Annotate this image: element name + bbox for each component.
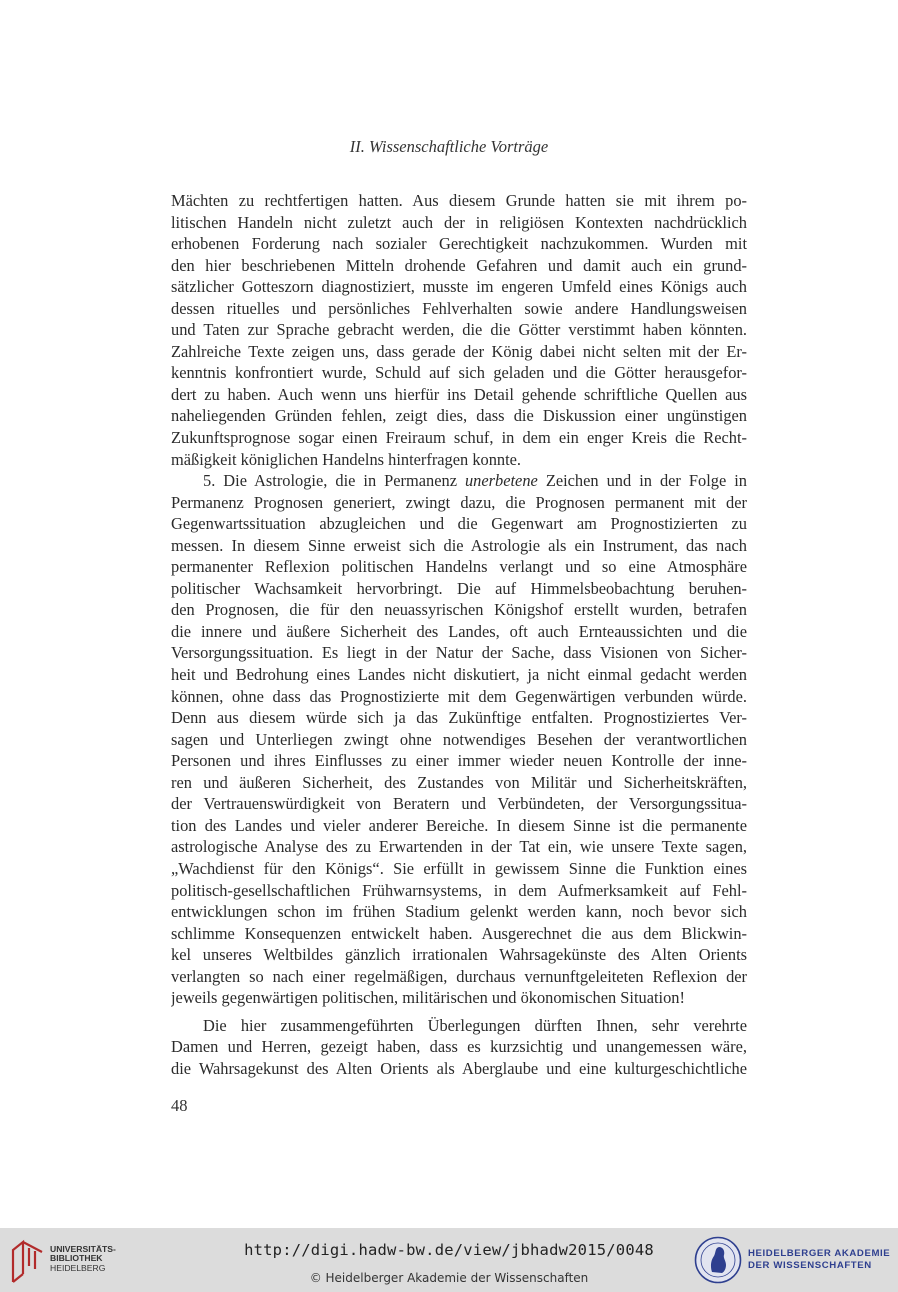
wordmark-line: BIBLIOTHEK xyxy=(50,1253,103,1264)
text-line: Zukunftsprognose sogar einen Freiraum schuf, in dem ein enger Kreis die Recht- xyxy=(171,428,747,448)
text-line: und Taten zur Sprache gebracht werden, die die Götter verstimmt haben könnten. xyxy=(171,320,747,340)
page-number: 48 xyxy=(171,1096,188,1115)
text-line xyxy=(171,470,747,492)
text-segment: 5. Die Astrologie, die in Permanenz xyxy=(203,471,465,491)
wordmark-line: UNIVERSITÄTS- xyxy=(50,1244,116,1254)
text-line: Zahlreiche Texte zeigen uns, dass gerade der König dabei nicht selten mit der Er- xyxy=(171,341,747,361)
copyright-notice: © Heidelberger Akademie der Wissenschaften xyxy=(309,1271,589,1285)
text-line: Denn aus diesem würde sich ja das Zukünftige entfalten. Prognostiziertes Ver- xyxy=(171,708,747,728)
text-line: kenntnis konfrontiert wurde, Schuld auf sich geladen und die Götter herausgefor- xyxy=(171,363,747,383)
text-line: dessen rituelles und persönliches Fehlverhalten sowie andere Handlungsweisen xyxy=(171,298,747,318)
text-line: litischen Handeln nicht zuletzt auch der in religiösen Kontexten nachdrücklich xyxy=(171,212,747,232)
text-line: politisch-gesellschaftlichen Frühwarnsystems, in dem Aufmerksamkeit auf Fehl- xyxy=(171,880,747,900)
text-line: „Wachdienst für den Königs“. Sie erfüllt in gewissem Sinne die Funktion eines xyxy=(171,858,747,878)
text-line: den Prognosen, die für den neuassyrischen Königshof erstellt wurden, betrafen xyxy=(171,600,747,620)
wordmark-line: HEIDELBERGER AKADEMIE xyxy=(748,1248,891,1259)
text-line: permanenter Reflexion politischen Handelns verlangt und so eine Atmosphäre xyxy=(171,557,747,577)
text-line: kel unseres Weltbildes gänzlich irrationalen Wahrsagekünste des Alten Orients xyxy=(171,945,747,965)
text-segment: Zeichen und in der Folge in xyxy=(537,471,747,491)
text-line: Permanenz Prognosen generiert, zwingt dazu, die Prognosen permanent mit der xyxy=(171,492,747,512)
text-line: politischer Wachsamkeit hervorbringt. Die auf Himmelsbeobachtung beruhen- xyxy=(171,578,747,598)
text-line: Personen und ihres Einflusses zu einer immer wieder neuen Kontrolle der inne- xyxy=(171,751,747,771)
text-line: jeweils gegenwärtigen politischen, militärischen und ökonomischen Situation! xyxy=(171,988,685,1008)
text-line: Versorgungssituation. Es liegt in der Natur der Sache, dass Visionen von Sicher- xyxy=(171,643,747,663)
text-line: naheliegenden Gründen fehlen, zeigt dies, dass die Diskussion einer ungünstigen xyxy=(171,406,747,426)
footer-bar xyxy=(0,1228,898,1292)
text-line: Mächten zu rechtfertigen hatten. Aus diesem Grunde hatten sie mit ihrem po- xyxy=(171,191,747,210)
text-line: tion des Landes und vieler anderer Bereiche. In diesem Sinne ist die permanente xyxy=(171,815,747,835)
text-line: astrologische Analyse des zu Erwartenden in der Tat ein, wie unsere Texte sagen, xyxy=(171,837,747,857)
text-line: messen. In diesem Sinne erweist sich die Astrologie als ein Instrument, das nach xyxy=(171,535,747,555)
text-line: mäßigkeit königlichen Handelns hinterfragen konnte. xyxy=(171,449,522,469)
italic-term: unerbetene xyxy=(464,471,538,491)
hadw-seal-icon[interactable] xyxy=(694,1236,742,1289)
text-line: Gegenwartssituation abzugleichen und die Gegenwart am Prognostizierten zu xyxy=(171,514,747,534)
text-line: dert zu haben. Auch wenn uns hierfür ins Detail gehende schriftliche Quellen aus xyxy=(171,384,747,404)
text-line: der Vertrauenswürdigkeit von Beratern und Verbündeten, der Versorgungssitua- xyxy=(171,794,747,814)
document-url-link[interactable]: http://digi.hadw-bw.de/view/jbhadw2015/0048 xyxy=(244,1241,654,1259)
running-header: II. Wissenschaftliche Vorträge xyxy=(349,137,549,156)
text-line: ren und äußeren Sicherheit, des Zustandes von Militär und Sicherheitskräften, xyxy=(171,772,747,792)
text-line: erhobenen Forderung nach sozialer Gerechtigkeit nachzukommen. Wurden mit xyxy=(171,234,747,254)
text-line: entwicklungen schon im frühen Stadium gelenkt werden kann, noch bevor sich xyxy=(171,902,747,922)
text-line: Damen und Herren, gezeigt haben, dass es kurzsichtig und unangemessen wäre, xyxy=(171,1037,747,1057)
wordmark-line: DER WISSENSCHAFTEN xyxy=(748,1259,872,1271)
text-line: sagen und Unterliegen zwingt ohne notwendiges Besehen der verantwortlichen xyxy=(171,729,747,749)
text-line: schlimme Konsequenzen entwickelt haben. Ausgerechnet die aus dem Blickwin- xyxy=(171,923,747,943)
text-line: können, ohne dass das Prognostizierte mit dem Gegenwärtigen verbunden würde. xyxy=(171,686,747,706)
hadw-wordmark[interactable] xyxy=(748,1248,890,1271)
text-line: die innere und äußere Sicherheit des Landes, oft auch Ernteaussichten und die xyxy=(171,621,747,641)
text-line: die Wahrsagekunst des Alten Orients als Aberglaube und eine kulturgeschichtliche xyxy=(171,1058,747,1078)
text-line: den hier beschriebenen Mitteln drohende Gefahren und damit auch ein grund- xyxy=(171,255,747,275)
body-text xyxy=(171,190,747,1079)
text-line: verlangten so nach einer regelmäßigen, durchaus vernunftgeleiteten Reflexion der xyxy=(171,966,747,986)
text-line: heit und Bedrohung eines Landes nicht diskutiert, ja nicht einmal gedacht werden xyxy=(171,665,747,685)
text-line: Die hier zusammengeführten Überlegungen dürften Ihnen, sehr verehrte xyxy=(203,1015,747,1035)
wordmark-line: HEIDELBERG xyxy=(50,1262,106,1273)
text-line: sätzlicher Gotteszorn diagnostiziert, musste im engeren Umfeld eines Königs auch xyxy=(171,277,747,297)
